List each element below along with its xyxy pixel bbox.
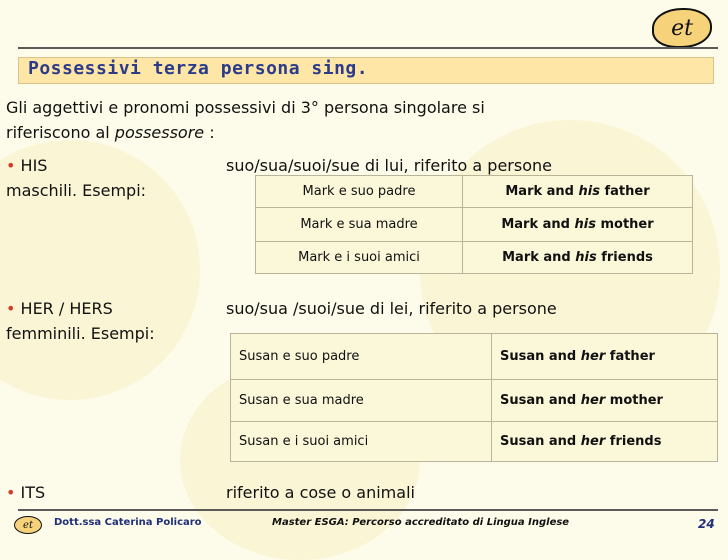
en-post: mother [605, 393, 663, 408]
en-pre: Susan and [500, 434, 581, 449]
page-number: 24 [698, 517, 715, 531]
en-em: his [574, 217, 596, 232]
bullet-icon: • [6, 483, 16, 502]
en-post: father [605, 349, 655, 364]
logo-text: et [671, 15, 693, 41]
en-post: friends [596, 250, 653, 265]
table-row [231, 380, 718, 422]
footer-author: Dott.ssa Caterina Policaro [54, 517, 202, 528]
intro-suffix: : [204, 123, 215, 142]
italian-example: Susan e suo padre [231, 334, 492, 380]
her-description: suo/sua /suoi/sue di lei, riferito a persone [226, 299, 557, 318]
en-em: his [575, 250, 597, 265]
his-line-2: maschili. Esempi: [6, 181, 147, 200]
slide-title: Possessivi terza persona sing. [28, 58, 369, 79]
bullet-icon: • [6, 299, 16, 318]
english-example [463, 208, 693, 242]
en-em: her [580, 434, 606, 449]
table-row [231, 422, 718, 462]
en-em: her [580, 393, 606, 408]
italian-example: Susan e sua madre [231, 380, 492, 422]
italian-example: Mark e suo padre [256, 176, 463, 208]
footer-course: Master ESGA: Percorso accreditato di Lingua Inglese [272, 517, 570, 528]
en-em: her [580, 349, 606, 364]
english-example [492, 334, 718, 380]
en-post: mother [595, 217, 654, 232]
english-example [492, 422, 718, 462]
en-em: his [578, 184, 600, 199]
his-description: suo/sua/suoi/sue di lui, riferito a persone [226, 156, 552, 175]
her-label: HER / HERS [20, 299, 113, 318]
intro-line-2 [6, 120, 215, 145]
en-post: friends [605, 434, 662, 449]
table-row [256, 208, 693, 242]
table-row [231, 334, 718, 380]
her-examples-table [230, 333, 718, 462]
his-examples-table [255, 175, 693, 274]
intro-line-1: Gli aggettivi e pronomi possessivi di 3° persona singolare si [6, 98, 485, 117]
english-example [463, 176, 693, 208]
her-line-2: femminili. Esempi: [6, 324, 155, 343]
english-example [492, 380, 718, 422]
header-rule [18, 47, 718, 49]
en-pre: Mark and [502, 250, 576, 265]
en-pre: Mark and [505, 184, 579, 199]
en-pre: Susan and [500, 393, 581, 408]
en-pre: Mark and [501, 217, 575, 232]
his-heading [6, 153, 47, 178]
table-row [256, 176, 693, 208]
his-label: HIS [20, 156, 48, 175]
its-description: riferito a cose o animali [226, 483, 415, 502]
italian-example: Susan e i suoi amici [231, 422, 492, 462]
its-heading [6, 480, 45, 505]
en-post: father [599, 184, 650, 199]
et-logo [652, 8, 712, 48]
intro-prefix: riferiscono al [6, 123, 115, 142]
its-label: ITS [20, 483, 46, 502]
bullet-icon: • [6, 156, 16, 175]
italian-example: Mark e i suoi amici [256, 242, 463, 274]
footer-logo-text: et [23, 519, 33, 531]
english-example [463, 242, 693, 274]
table-row [256, 242, 693, 274]
her-heading [6, 296, 113, 321]
footer-logo [14, 516, 42, 534]
en-pre: Susan and [500, 349, 581, 364]
italian-example: Mark e sua madre [256, 208, 463, 242]
intro-italic: possessore [114, 123, 205, 142]
footer-rule [18, 509, 718, 511]
